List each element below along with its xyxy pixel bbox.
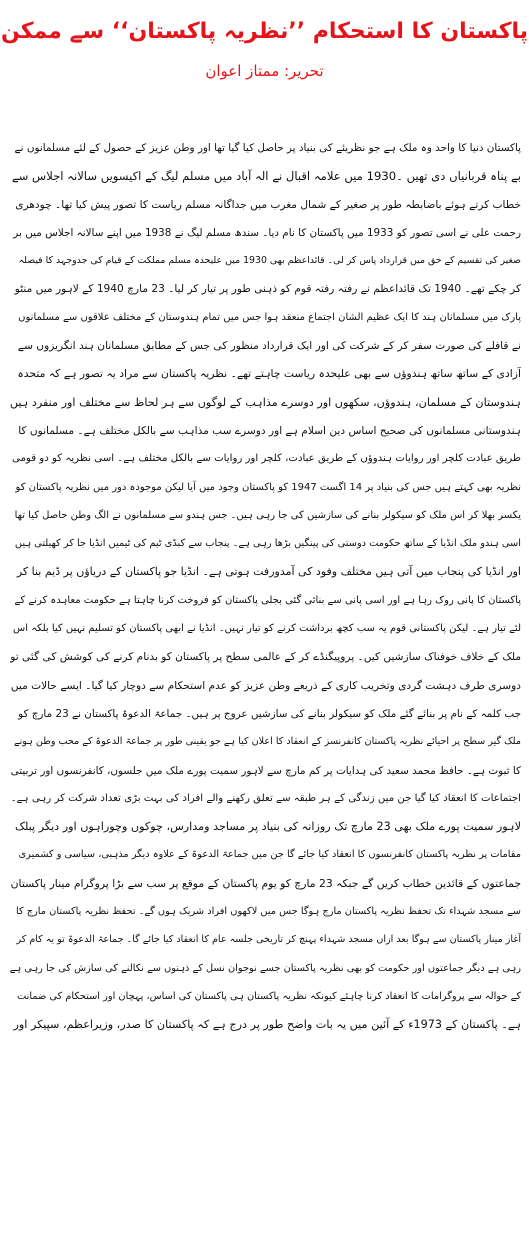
article-text-line: کا ثبوت ہے۔ حافظ محمد سعید کی ہدایات پر کم مارچ سے لاہور سمیت پورے ملک میں جلسوں، کانفرنسوں اور تربیتی	[10, 764, 521, 777]
article-text-line: نے قافلے کی صورت سفر کر کے شرکت کی اور ایک قرارداد منظور کی جس کے مطابق مسلمانان ہند انگریزوں سے	[17, 340, 521, 353]
article-text-line: رہی ہے دیگر جماعتوں اور حکومت کو بھی نظریہ پاکستان جسے نوجوان نسل کے ذہنوں سے نکالنے کی سازش کی جا رہی ہے	[10, 962, 521, 974]
article-text-line: یکسر بھلا کر اس ملک کو سیکولر بنانے کی سازشیں کی جا رہی ہیں۔ جس ہندو سے مسلمانوں نے الگ وطن حاصل کیا تھا	[14, 509, 521, 521]
article-text-line: لئے تیار ہے۔ لیکن پاکستانی قوم یہ سب کچھ برداشت کرنے کو تیار نہیں۔ انڈیا نے ابھی پاکستان کو تسلیم نہیں کیا بلکہ اس	[13, 623, 521, 635]
article-text-line: جماعتوں کے قائدین خطاب کریں گے جبکہ 23 مارچ کو یوم پاکستان کے موقع پر سب سے بڑا پروگرام مینار پاکستان	[10, 876, 521, 890]
article-byline: تحریر: ممتاز اعوان	[205, 62, 324, 80]
article-text-line: آغاز مینار پاکستان سے ہوگا بعد ازاں مسجد شہداء پہنچ کر تاریخی جلسہ عام کا انعقاد کیا جائے گا۔ جماعۃ الدعوۃ تو یہ کام کر	[16, 934, 521, 946]
article-text-line: آزادی کے ساتھ ساتھ ہندوؤں سے بھی علیحدہ ریاست چاہتے تھے۔ نظریہ پاکستان سے مراد یہ تصور ہے کہ متحدہ	[17, 367, 521, 381]
article-text-line: سے مسجد شہداء تک تحفظ نظریہ پاکستان مارچ ہوگا جس میں لاکھوں افراد شریک ہوں گے۔ تحفظ نظریہ پاکستان مارچ کا	[15, 906, 521, 918]
article-text-line: مقامات پر نظریہ پاکستان کانفرنسوں کا انعقاد کیا جائے گا جن میں جماعۃ الدعوۃ کے علاوہ دیگر مذہبی، سیاسی و کشمیری	[18, 849, 521, 861]
article-text-line: صغیر کی تقسیم کے حق میں قرارداد پاس کر لی۔ قائداعظم بھی 1930 میں علیحدہ مسلم مملکت کے قیام کی جدوجہد کا فیصلہ	[18, 255, 521, 267]
article-text-line: ملک کے خلاف خوفناک سازشیں کیں۔ پروپیگنڈے کر کے عالمی سطح پر پاکستان کو بدنام کرنے کی کوشش کی گئی تو	[10, 651, 521, 664]
article-body	[10, 134, 521, 1040]
article-text-line: بے پناہ قربانیاں دی تھیں ۔1930 میں علامہ اقبال نے الہ آباد میں مسلم لیگ کے اکیسویں سالانہ اجلاس سے	[11, 169, 521, 184]
article-text-line: ہے۔ پاکستان کے 1973ء کے آئین میں یہ بات واضح طور پر درج ہے کہ پاکستان کا صدر، وزیراعظم، سپیکر اور	[13, 1018, 521, 1032]
article-text-line: جب کلمہ کے نام پر بنائے گئے ملک کو سیکولر بنانے کی سازشیں عروج پر ہیں۔ جماعۃ الدعوۃ پاکستان نے 23 مارچ کو	[18, 707, 521, 720]
article-text-line: پاکستان کا پانی روک رہا ہے اور اسی پانی سے بنائی گئی بجلی پاکستان کو فروخت کرنا چاہتا ہے حکومت معاہدہ کرنے کے	[14, 594, 521, 606]
article-text-line: پاکستان دنیا کا واحد وہ ملک ہے جو نظریئے کی بنیاد پر حاصل کیا گیا تھا اور وطن عزیز کے حصول کے لئے مسلمانوں نے	[14, 142, 521, 154]
article-text-line: پارک میں مسلمانان ہند کا ایک عظیم الشان اجتماع منعقد ہوا جس میں تمام ہندوستان کے مختلف علاقوں سے مسلمانوں	[18, 311, 521, 323]
article-text-line: لاہور سمیت پورے ملک بھی 23 مارچ تک روزانہ کی بنیاد پر مساجد ومدارس، چوکوں وچوراہوں اور دیگر پبلک	[14, 820, 521, 834]
article-text-line: خطاب کرتے ہوئے باضابطہ طور پر صغیر کے شمال مغرب میں جداگانہ مسلم ریاست کا تصور پیش کیا تھا۔ چودھری	[15, 198, 521, 211]
article-text-line: اسی ہندو ملک انڈیا کے ساتھ حکومت دوستی کی پینگیں بڑھا رہی ہے۔ پنجاب سے کبڈی ٹیم کی ٹیمیں انڈیا جا کر کھیلتی ہیں	[14, 538, 521, 550]
article-text-line: ہندوستانی مسلمانوں کی صحیح اساس دین اسلام ہے اور دوسرے سب مذاہب سے بالکل مختلف ہے۔ مسلمانوں کا	[18, 424, 521, 437]
article-text-line: اور انڈیا کی پنجاب میں آتی ہیں مختلف وفود کی آمدورفت ہوتی ہے۔ انڈیا جو پاکستان کے دریاؤں پر ڈیم بنا کر	[16, 565, 521, 579]
article-text-line: رحمت علی نے اسی تصور کو 1933 میں پاکستان کا نام دیا۔ سندھ مسلم لیگ نے 1938 میں اپنے سالانہ اجلاس میں بر	[13, 226, 521, 239]
article-text-line: اجتماعات کا انعقاد کیا گیا جن میں زندگی کے ہر طبقہ سے تعلق رکھنے والے افراد کی بہت بڑی تعداد شرکت کر رہی ہے۔	[10, 792, 521, 804]
article-text-line: کر چکے تھے۔ 1940 تک قائداعظم نے رفتہ رفتہ قوم کو ذہنی طور پر تیار کر لیا۔ 23 مارچ 1940 کے لاہور میں منٹو	[14, 283, 521, 296]
article-text-line: ہندوستان کے مسلمان، ہندوؤں، سکھوں اور دوسرے مذاہب کے لوگوں سے ہر لحاظ سے مختلف اور منفرد ہیں	[10, 395, 521, 409]
article-text-line: نظریہ بھی کہتے ہیں جس کی بنیاد پر 14 اگست 1947 کو پاکستان وجود میں آیا لیکن موجودہ دور میں نظریہ پاکستان کو	[15, 481, 521, 493]
article-title: پاکستان کا استحکام ’’نظریہ پاکستان‘‘ سے ممکن	[0, 19, 529, 44]
article-text-line: ملک گیر سطح پر احیائے نظریہ پاکستان کانفرنسز کے انعقاد کا اعلان کیا ہے جو یقینی طور پر جماعۃ الدعوۃ کے محب وطن ہونے	[13, 736, 521, 748]
article-text-line: کے حوالہ سے پروگرامات کا انعقاد کرنا چاہئے کیونکہ نظریہ پاکستان ہی پاکستان کی اساس، پہچان اور استحکام کی ضمانت	[16, 990, 521, 1002]
article-text-line: طریق عبادت کلچر اور روایات ہندوؤں کے طریق عبادت، کلچر اور روایات سے بالکل مختلف ہے۔ اسی نظریہ کو دو قومی	[11, 453, 521, 465]
article-text-line: دوسری طرف دہشت گردی وتخریب کاری کے ذریعے وطن عزیز کو عدم استحکام سے دوچار کیا گیا۔ ایسے حالات میں	[10, 679, 521, 692]
